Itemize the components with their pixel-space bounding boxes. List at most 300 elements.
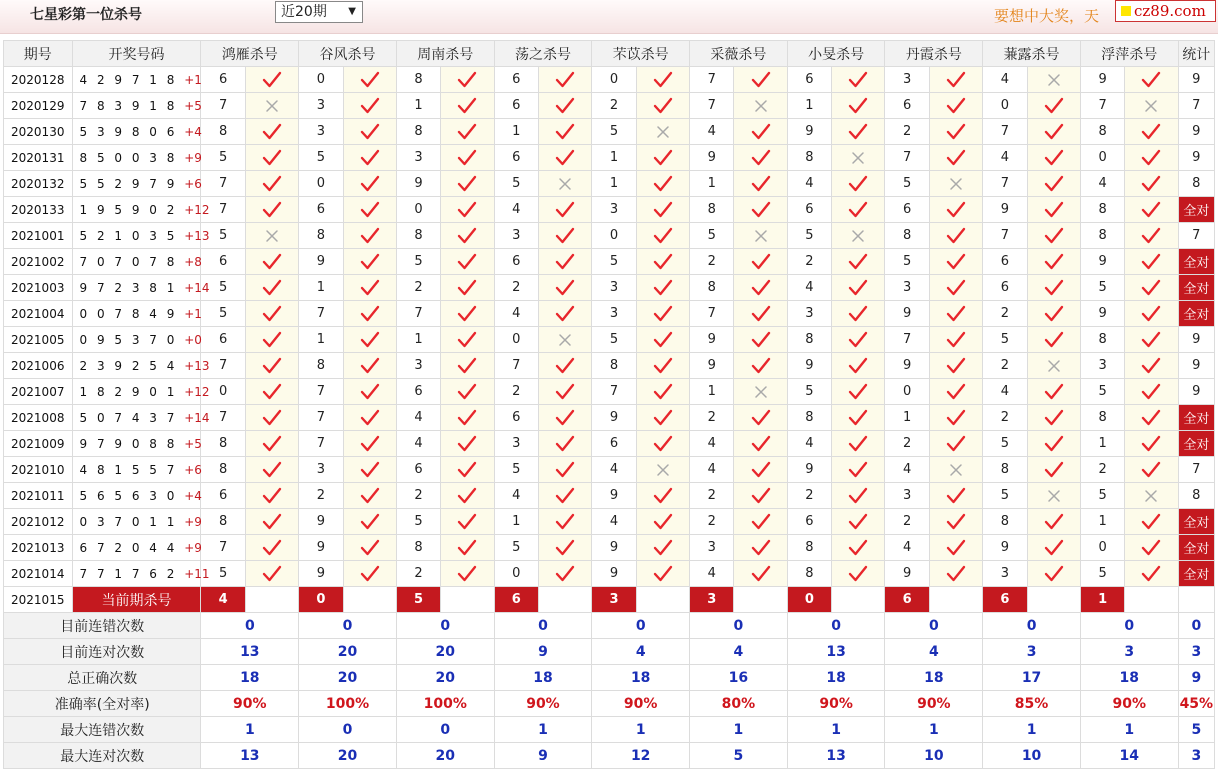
kill-number-cell: 6 (494, 145, 538, 171)
check-icon (734, 279, 786, 297)
blank-cell (1178, 587, 1214, 613)
draw-sum: +13 (184, 358, 210, 373)
kill-number-cell: 3 (299, 457, 343, 483)
site-logo[interactable] (1115, 0, 1216, 22)
result-mark-cell (538, 431, 591, 457)
result-mark-cell (441, 67, 494, 93)
kill-number-cell: 3 (885, 483, 929, 509)
kill-number-cell: 6 (201, 483, 245, 509)
result-mark-cell (538, 145, 591, 171)
kill-number-table (3, 40, 1215, 769)
result-mark-cell (343, 249, 396, 275)
result-mark-cell (343, 457, 396, 483)
header-expert[interactable]: 采薇杀号 (690, 41, 788, 67)
current-kill-number: 3 (592, 587, 636, 613)
kill-number-cell: 8 (396, 119, 440, 145)
result-mark-cell (538, 171, 591, 197)
kill-number-cell: 7 (201, 93, 245, 119)
check-icon (246, 175, 298, 193)
draw-digits: 5 2 1 0 3 5 (79, 228, 178, 243)
check-icon (930, 123, 982, 141)
result-mark-cell (929, 535, 982, 561)
check-icon (930, 331, 982, 349)
result-mark-cell (734, 171, 787, 197)
check-icon (539, 461, 591, 479)
summary-value: 90% (592, 691, 690, 717)
result-mark-cell (538, 483, 591, 509)
period-cell: 2021004 (4, 301, 73, 327)
check-icon (344, 357, 396, 375)
check-icon (1028, 279, 1080, 297)
kill-number-cell: 7 (201, 353, 245, 379)
kill-number-cell: 6 (396, 457, 440, 483)
result-mark-cell (245, 93, 298, 119)
result-mark-cell (636, 405, 689, 431)
result-mark-cell (441, 301, 494, 327)
stat-cell: 全对 (1178, 301, 1214, 327)
result-mark-cell (636, 431, 689, 457)
result-mark-cell (832, 301, 885, 327)
current-kill-number: 0 (299, 587, 343, 613)
blank-cell (929, 587, 982, 613)
result-mark-cell (538, 275, 591, 301)
kill-number-cell: 5 (592, 119, 636, 145)
kill-number-cell: 2 (983, 405, 1027, 431)
check-icon (539, 227, 591, 245)
summary-value: 0 (396, 613, 494, 639)
check-icon (930, 71, 982, 89)
result-mark-cell (1027, 275, 1080, 301)
kill-number-cell: 4 (690, 119, 734, 145)
summary-stat: 5 (1178, 717, 1214, 743)
kill-number-cell: 6 (494, 67, 538, 93)
check-icon (441, 97, 493, 115)
check-icon (1028, 97, 1080, 115)
result-mark-cell (343, 223, 396, 249)
kill-number-cell: 8 (396, 67, 440, 93)
draw-cell (72, 249, 201, 275)
summary-label: 总正确次数 (4, 665, 201, 691)
result-mark-cell (1125, 509, 1178, 535)
draw-cell (72, 327, 201, 353)
period-cell: 2021005 (4, 327, 73, 353)
result-mark-cell (832, 509, 885, 535)
stat-cell: 8 (1178, 171, 1214, 197)
result-mark-cell (734, 509, 787, 535)
kill-number-cell: 9 (787, 457, 831, 483)
summary-stat: 3 (1178, 743, 1214, 769)
kill-number-cell: 7 (592, 379, 636, 405)
period-range-select[interactable] (275, 1, 363, 23)
kill-number-cell: 8 (690, 197, 734, 223)
summary-value: 13 (201, 639, 299, 665)
check-icon (344, 513, 396, 531)
result-mark-cell (929, 67, 982, 93)
summary-row (4, 691, 1215, 717)
kill-number-cell: 0 (494, 327, 538, 353)
kill-number-cell: 3 (592, 197, 636, 223)
result-mark-cell (734, 93, 787, 119)
stat-cell: 全对 (1178, 535, 1214, 561)
check-icon (1125, 279, 1177, 297)
summary-value: 20 (396, 665, 494, 691)
kill-number-cell: 8 (299, 223, 343, 249)
kill-number-cell: 2 (396, 275, 440, 301)
check-icon (246, 409, 298, 427)
kill-number-cell: 2 (885, 119, 929, 145)
kill-number-cell: 4 (494, 301, 538, 327)
result-mark-cell (441, 457, 494, 483)
result-mark-cell (636, 483, 689, 509)
header-stat: 统计 (1178, 41, 1214, 67)
draw-digits: 9 7 9 0 8 8 (79, 436, 178, 451)
check-icon (344, 97, 396, 115)
check-icon (344, 149, 396, 167)
kill-number-cell: 5 (787, 223, 831, 249)
draw-sum: +4 (184, 488, 202, 503)
kill-number-cell: 2 (983, 301, 1027, 327)
kill-number-cell: 8 (983, 457, 1027, 483)
result-mark-cell (929, 93, 982, 119)
check-icon (734, 201, 786, 219)
draw-sum: +11 (184, 566, 210, 581)
kill-number-cell: 3 (396, 145, 440, 171)
kill-number-cell: 4 (690, 457, 734, 483)
summary-value: 0 (787, 613, 885, 639)
result-mark-cell (832, 67, 885, 93)
kill-number-cell: 5 (983, 483, 1027, 509)
header-expert[interactable]: 浮萍杀号 (1080, 41, 1178, 67)
result-mark-cell (538, 301, 591, 327)
draw-cell (72, 301, 201, 327)
check-icon (344, 279, 396, 297)
summary-row (4, 639, 1215, 665)
check-icon (637, 331, 689, 349)
kill-number-cell: 9 (1080, 67, 1124, 93)
result-mark-cell (441, 535, 494, 561)
kill-number-cell: 8 (1080, 327, 1124, 353)
kill-number-cell: 8 (787, 327, 831, 353)
check-icon (441, 175, 493, 193)
summary-value: 0 (885, 613, 983, 639)
summary-value: 18 (787, 665, 885, 691)
kill-number-cell: 5 (1080, 483, 1124, 509)
check-icon (344, 227, 396, 245)
table-row (4, 275, 1215, 301)
kill-number-cell: 2 (494, 275, 538, 301)
header-expert[interactable]: 蒹露杀号 (983, 41, 1081, 67)
check-icon (734, 253, 786, 271)
check-icon (344, 253, 396, 271)
check-icon (930, 435, 982, 453)
current-period-row (4, 587, 1215, 613)
kill-number-cell: 3 (983, 561, 1027, 587)
check-icon (1125, 513, 1177, 531)
summary-value: 0 (299, 717, 397, 743)
check-icon (1028, 539, 1080, 557)
result-mark-cell (832, 93, 885, 119)
table-row (4, 483, 1215, 509)
check-icon (1125, 461, 1177, 479)
kill-number-cell: 5 (983, 431, 1027, 457)
summary-value: 0 (494, 613, 592, 639)
check-icon (1028, 565, 1080, 583)
kill-number-cell: 2 (787, 483, 831, 509)
stat-cell: 9 (1178, 119, 1214, 145)
current-kill-label: 当前期杀号 (72, 587, 201, 613)
summary-value: 13 (787, 639, 885, 665)
draw-digits: 4 2 9 7 1 8 (79, 72, 178, 87)
period-cell: 2021003 (4, 275, 73, 301)
kill-number-cell: 4 (1080, 171, 1124, 197)
check-icon (734, 331, 786, 349)
summary-value: 0 (592, 613, 690, 639)
kill-number-cell: 2 (690, 509, 734, 535)
check-icon (441, 357, 493, 375)
summary-value: 90% (1080, 691, 1178, 717)
check-icon (1125, 539, 1177, 557)
result-mark-cell (636, 223, 689, 249)
draw-sum: +13 (184, 228, 210, 243)
draw-digits: 1 9 5 9 0 2 (79, 202, 178, 217)
result-mark-cell (832, 405, 885, 431)
table-row (4, 197, 1215, 223)
kill-number-cell: 9 (299, 561, 343, 587)
result-mark-cell (245, 405, 298, 431)
summary-value: 20 (396, 743, 494, 769)
stat-cell: 全对 (1178, 509, 1214, 535)
kill-number-cell: 7 (690, 67, 734, 93)
check-icon (1028, 201, 1080, 219)
draw-digits: 1 8 2 9 0 1 (79, 384, 178, 399)
period-cell: 2021006 (4, 353, 73, 379)
result-mark-cell (538, 197, 591, 223)
summary-value: 1 (787, 717, 885, 743)
kill-number-cell: 4 (885, 457, 929, 483)
result-mark-cell (245, 561, 298, 587)
result-mark-cell (343, 275, 396, 301)
check-icon (637, 253, 689, 271)
result-mark-cell (538, 119, 591, 145)
kill-number-cell: 3 (592, 301, 636, 327)
kill-number-cell: 5 (885, 171, 929, 197)
kill-number-cell: 7 (690, 301, 734, 327)
header-draw: 开奖号码 (72, 41, 201, 67)
stat-cell: 全对 (1178, 431, 1214, 457)
cross-icon (539, 332, 591, 348)
summary-row (4, 665, 1215, 691)
summary-label: 目前连对次数 (4, 639, 201, 665)
header-expert[interactable]: 小旻杀号 (787, 41, 885, 67)
check-icon (441, 383, 493, 401)
stat-cell: 全对 (1178, 249, 1214, 275)
result-mark-cell (636, 561, 689, 587)
check-icon (1125, 383, 1177, 401)
kill-number-cell: 7 (299, 379, 343, 405)
result-mark-cell (538, 327, 591, 353)
result-mark-cell (636, 249, 689, 275)
result-mark-cell (734, 67, 787, 93)
summary-value: 0 (690, 613, 788, 639)
top-bar (0, 0, 1218, 34)
check-icon (1028, 227, 1080, 245)
result-mark-cell (343, 197, 396, 223)
kill-number-cell: 8 (787, 405, 831, 431)
result-mark-cell (636, 93, 689, 119)
kill-number-cell: 8 (201, 457, 245, 483)
check-icon (246, 383, 298, 401)
current-kill-number: 6 (983, 587, 1027, 613)
result-mark-cell (1027, 327, 1080, 353)
stat-cell: 全对 (1178, 197, 1214, 223)
result-mark-cell (929, 509, 982, 535)
check-icon (441, 513, 493, 531)
result-mark-cell (343, 483, 396, 509)
kill-number-cell: 4 (787, 275, 831, 301)
summary-value: 10 (885, 743, 983, 769)
draw-cell (72, 353, 210, 379)
check-icon (441, 305, 493, 323)
kill-number-cell: 5 (983, 327, 1027, 353)
result-mark-cell (441, 171, 494, 197)
result-mark-cell (343, 301, 396, 327)
kill-number-cell: 1 (1080, 431, 1124, 457)
current-kill-number: 4 (201, 587, 245, 613)
kill-number-cell: 5 (494, 171, 538, 197)
result-mark-cell (538, 509, 591, 535)
result-mark-cell (1125, 483, 1178, 509)
period-cell: 2020133 (4, 197, 73, 223)
check-icon (1028, 253, 1080, 271)
result-mark-cell (538, 223, 591, 249)
draw-sum: +0 (184, 332, 202, 347)
check-icon (832, 175, 884, 193)
table-row (4, 223, 1215, 249)
check-icon (1125, 331, 1177, 349)
summary-value: 0 (983, 613, 1081, 639)
table-header-row (4, 41, 1215, 67)
kill-number-cell: 6 (201, 327, 245, 353)
kill-number-cell: 9 (983, 535, 1027, 561)
result-mark-cell (441, 223, 494, 249)
check-icon (344, 175, 396, 193)
check-icon (441, 279, 493, 297)
check-icon (441, 253, 493, 271)
check-icon (1028, 409, 1080, 427)
result-mark-cell (343, 93, 396, 119)
kill-number-cell: 9 (983, 197, 1027, 223)
table-row (4, 145, 1215, 171)
period-cell: 2020128 (4, 67, 73, 93)
logo-square-icon (1121, 6, 1131, 16)
header-expert[interactable]: 周南杀号 (396, 41, 494, 67)
summary-value: 4 (592, 639, 690, 665)
check-icon (246, 435, 298, 453)
result-mark-cell (636, 275, 689, 301)
kill-number-cell: 2 (983, 353, 1027, 379)
check-icon (441, 539, 493, 557)
kill-number-cell: 7 (201, 171, 245, 197)
header-expert[interactable]: 鸿雁杀号 (201, 41, 299, 67)
summary-value: 0 (1080, 613, 1178, 639)
result-mark-cell (832, 483, 885, 509)
result-mark-cell (1027, 561, 1080, 587)
kill-number-cell: 7 (885, 145, 929, 171)
kill-number-cell: 2 (396, 561, 440, 587)
check-icon (344, 123, 396, 141)
summary-value: 16 (690, 665, 788, 691)
result-mark-cell (929, 405, 982, 431)
check-icon (832, 331, 884, 349)
check-icon (637, 383, 689, 401)
header-expert[interactable]: 荡之杀号 (494, 41, 592, 67)
result-mark-cell (343, 353, 396, 379)
draw-cell (72, 483, 201, 509)
check-icon (832, 123, 884, 141)
result-mark-cell (245, 535, 298, 561)
summary-value: 13 (787, 743, 885, 769)
check-icon (344, 487, 396, 505)
kill-number-cell: 2 (885, 431, 929, 457)
result-mark-cell (343, 145, 396, 171)
result-mark-cell (929, 457, 982, 483)
kill-number-cell: 5 (592, 249, 636, 275)
summary-value: 1 (1080, 717, 1178, 743)
result-mark-cell (1125, 249, 1178, 275)
kill-number-cell: 6 (983, 275, 1027, 301)
summary-value: 4 (690, 639, 788, 665)
header-expert[interactable]: 芣苡杀号 (592, 41, 690, 67)
check-icon (246, 71, 298, 89)
header-expert[interactable]: 丹霞杀号 (885, 41, 983, 67)
header-expert[interactable]: 谷风杀号 (299, 41, 397, 67)
check-icon (637, 435, 689, 453)
stat-cell: 7 (1178, 93, 1214, 119)
check-icon (930, 253, 982, 271)
check-icon (637, 201, 689, 219)
kill-number-cell: 9 (885, 353, 929, 379)
check-icon (734, 175, 786, 193)
result-mark-cell (538, 93, 591, 119)
result-mark-cell (734, 145, 787, 171)
kill-number-cell: 4 (494, 483, 538, 509)
cross-icon (637, 462, 689, 478)
check-icon (832, 357, 884, 375)
kill-number-cell: 6 (494, 405, 538, 431)
kill-number-cell: 3 (787, 301, 831, 327)
kill-number-cell: 5 (201, 275, 245, 301)
check-icon (734, 149, 786, 167)
check-icon (832, 305, 884, 323)
result-mark-cell (1125, 275, 1178, 301)
summary-value: 3 (1080, 639, 1178, 665)
summary-row (4, 717, 1215, 743)
check-icon (246, 565, 298, 583)
draw-digits: 7 0 7 0 7 8 (79, 254, 178, 269)
draw-sum: +12 (184, 384, 210, 399)
result-mark-cell (245, 379, 298, 405)
kill-number-cell: 1 (885, 405, 929, 431)
kill-number-cell: 6 (885, 93, 929, 119)
summary-value: 1 (690, 717, 788, 743)
check-icon (832, 201, 884, 219)
kill-number-cell: 5 (201, 223, 245, 249)
stat-cell: 9 (1178, 67, 1214, 93)
summary-value: 9 (494, 639, 592, 665)
result-mark-cell (245, 249, 298, 275)
check-icon (930, 565, 982, 583)
result-mark-cell (245, 67, 298, 93)
